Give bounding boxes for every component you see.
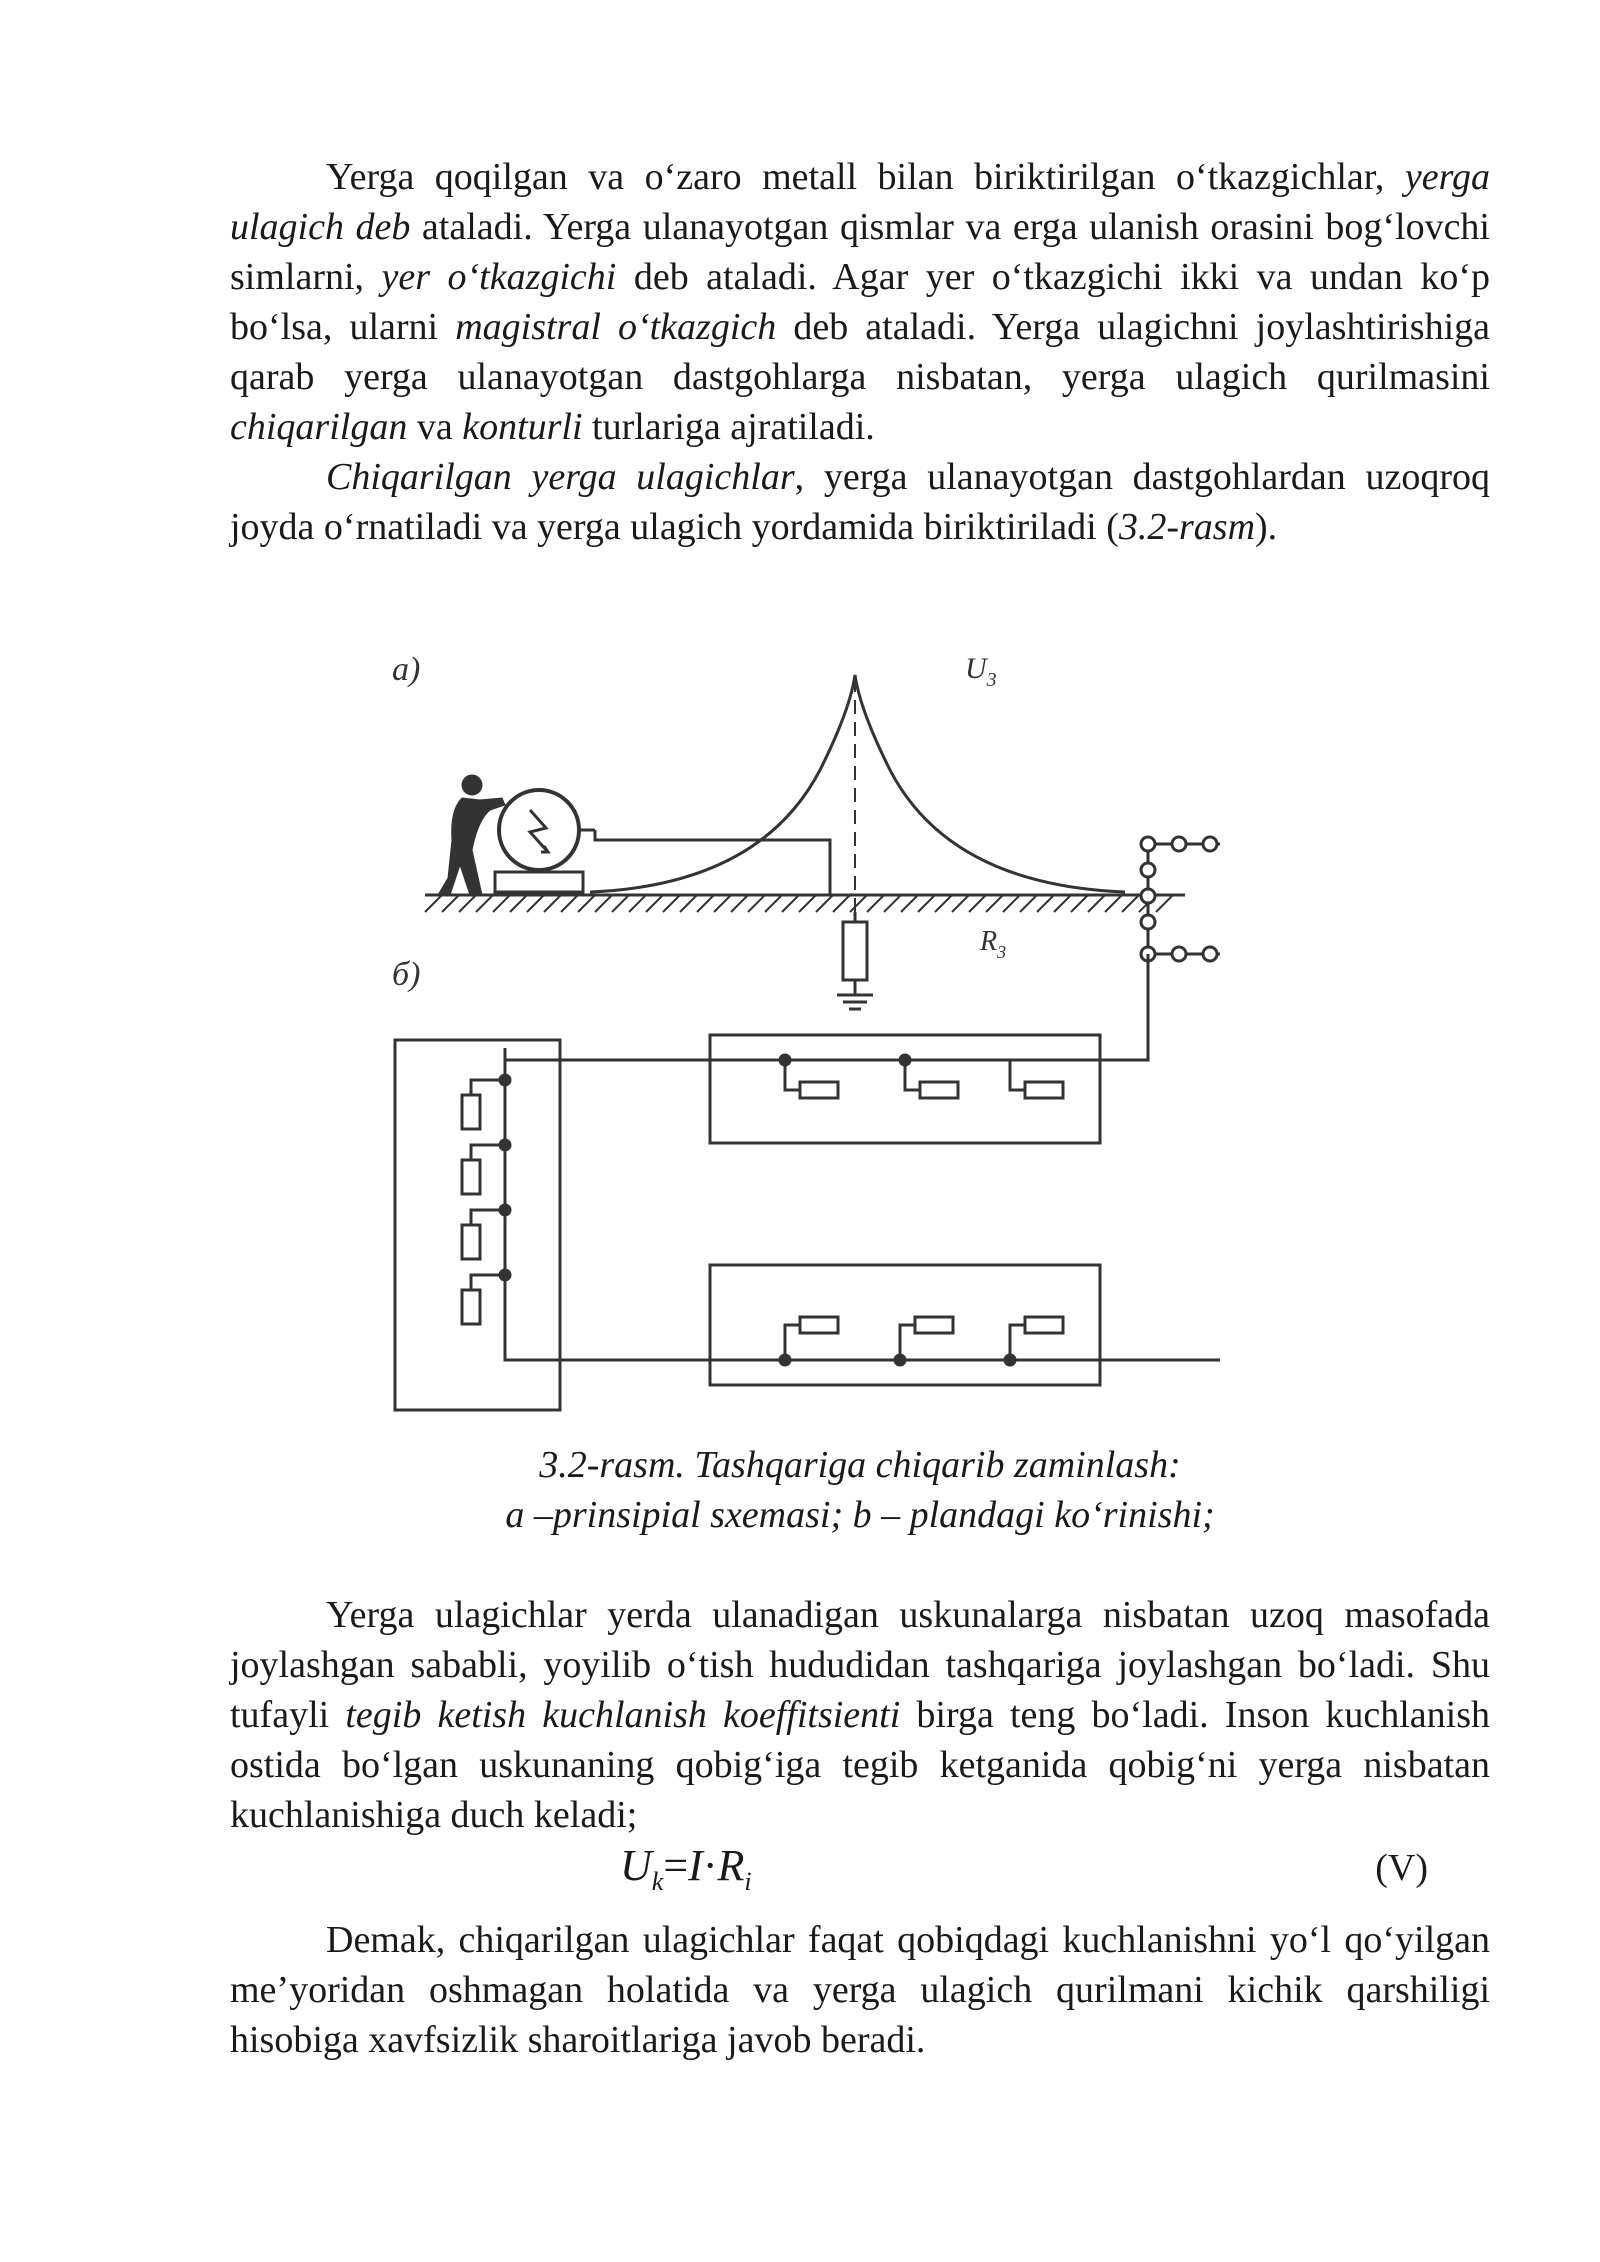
text-run: , yerga ulanayotgan dastgohlardan uzoqroq joyda o‘rnatiladi va yerga ulagich yordamida biriktiriladi ( — [230, 456, 1491, 548]
potential-curve — [590, 675, 1125, 892]
figure-reference: 3.2-rasm — [1118, 506, 1256, 548]
text-run: deb ataladi. Agar yer o‘tkazgichi ikki va undan ko‘p bo‘lsa, ularni — [230, 256, 1491, 348]
text-run: ataladi. Yerga ulanayotgan qismlar va erga ulanish orasini bog‘lovchi simlarni, — [230, 206, 1490, 298]
term-magistral-otkazgich: magistral o‘tkazgich — [455, 306, 777, 348]
plan-lower-equipment-box — [710, 1265, 1100, 1385]
term-tegib-ketish-koeffitsienti: tegib ketish kuchlanish koeffitsienti — [345, 1694, 901, 1736]
term-chiqarilgan-yerga-ulagichlar: Chiqarilgan yerga ulagichlar — [326, 456, 795, 498]
label-u3: $U_3$ — [965, 652, 997, 691]
text-block-top — [230, 152, 1490, 552]
formula-number: (V) — [1375, 1847, 1428, 1889]
plan-left-cabinet — [395, 1040, 560, 1410]
grounding-schematic — [380, 650, 1220, 1420]
figure-caption — [230, 1440, 1490, 1540]
text-run: ). — [1255, 506, 1278, 548]
grounding-wire — [595, 830, 830, 895]
caption-line-1: 3.2-rasm. Tashqariga chiqarib zaminlash: — [539, 1444, 1181, 1486]
label-b: б) — [392, 956, 421, 993]
caption-line-2: a –prinsipial sxemasi; b – plandagi ko‘rinishi; — [505, 1494, 1215, 1536]
formula-expression: $U_k=I\cdot R_i$ — [620, 1841, 752, 1896]
text-run: Yerga ulagichlar yerda ulanadigan uskunalarga nisbatan uzoq masofada joylashgan sababli, yoyilib o‘tish hududidan tashqariga joylashgan bo‘ladi. Shu tufayli — [230, 1594, 1490, 1736]
term-yer-otkazgichi: yer o‘tkazgichi — [381, 256, 617, 298]
paragraph-4: Demak, chiqarilgan ulagichlar faqat qobiqdagi kuchlanishni yo‘l qo‘yilgan me’yoridan oshmagan holatida va yerga ulagich qurilmani kichik qarshiligi hisobiga xavfsizlik sharoitlariga javob beradi. — [230, 1919, 1490, 2061]
text-run: Yerga qoqilgan va o‘zaro metall bilan biriktirilgan o‘tkazgichlar, — [326, 156, 1405, 198]
earth-resistor — [837, 912, 873, 1009]
formula-touch-voltage — [230, 1840, 1490, 1900]
electric-machine — [495, 790, 595, 892]
figure-3-2-grounding-diagram — [380, 650, 1220, 1420]
plan-upper-equipment-box — [710, 1035, 1100, 1143]
paragraph-2 — [230, 452, 1490, 552]
text-block-bottom — [230, 1915, 1490, 2065]
text-run: birga teng bo‘ladi. Inson kuchlanish ostida bo‘lgan uskunaning qobig‘iga tegib ketganida qobig‘ni yerga nisbatan kuchlanishiga duch keladi; — [230, 1694, 1491, 1836]
text-block-middle — [230, 1590, 1490, 1840]
term-yerga-ulagich: yerga ulagich deb — [230, 156, 1490, 248]
ground-electrode-loop — [1141, 837, 1220, 961]
label-a: a) — [392, 651, 421, 688]
text-run: va — [407, 406, 463, 448]
paragraph-3 — [230, 1590, 1490, 1840]
term-konturli: konturli — [462, 406, 583, 448]
text-run: turlariga ajratiladi. — [582, 406, 875, 448]
main-ground-conductor — [505, 954, 1220, 1360]
label-r3: $R_3$ — [980, 926, 1007, 962]
ground-surface — [425, 895, 1185, 912]
paragraph-1 — [230, 152, 1490, 452]
term-chiqarilgan: chiqarilgan — [230, 406, 408, 448]
text-run: deb ataladi. Yerga ulagichni joylashtirishiga qarab yerga ulanayotgan dastgohlarga nisbatan, yerga ulagich qurilmasini — [230, 306, 1490, 398]
